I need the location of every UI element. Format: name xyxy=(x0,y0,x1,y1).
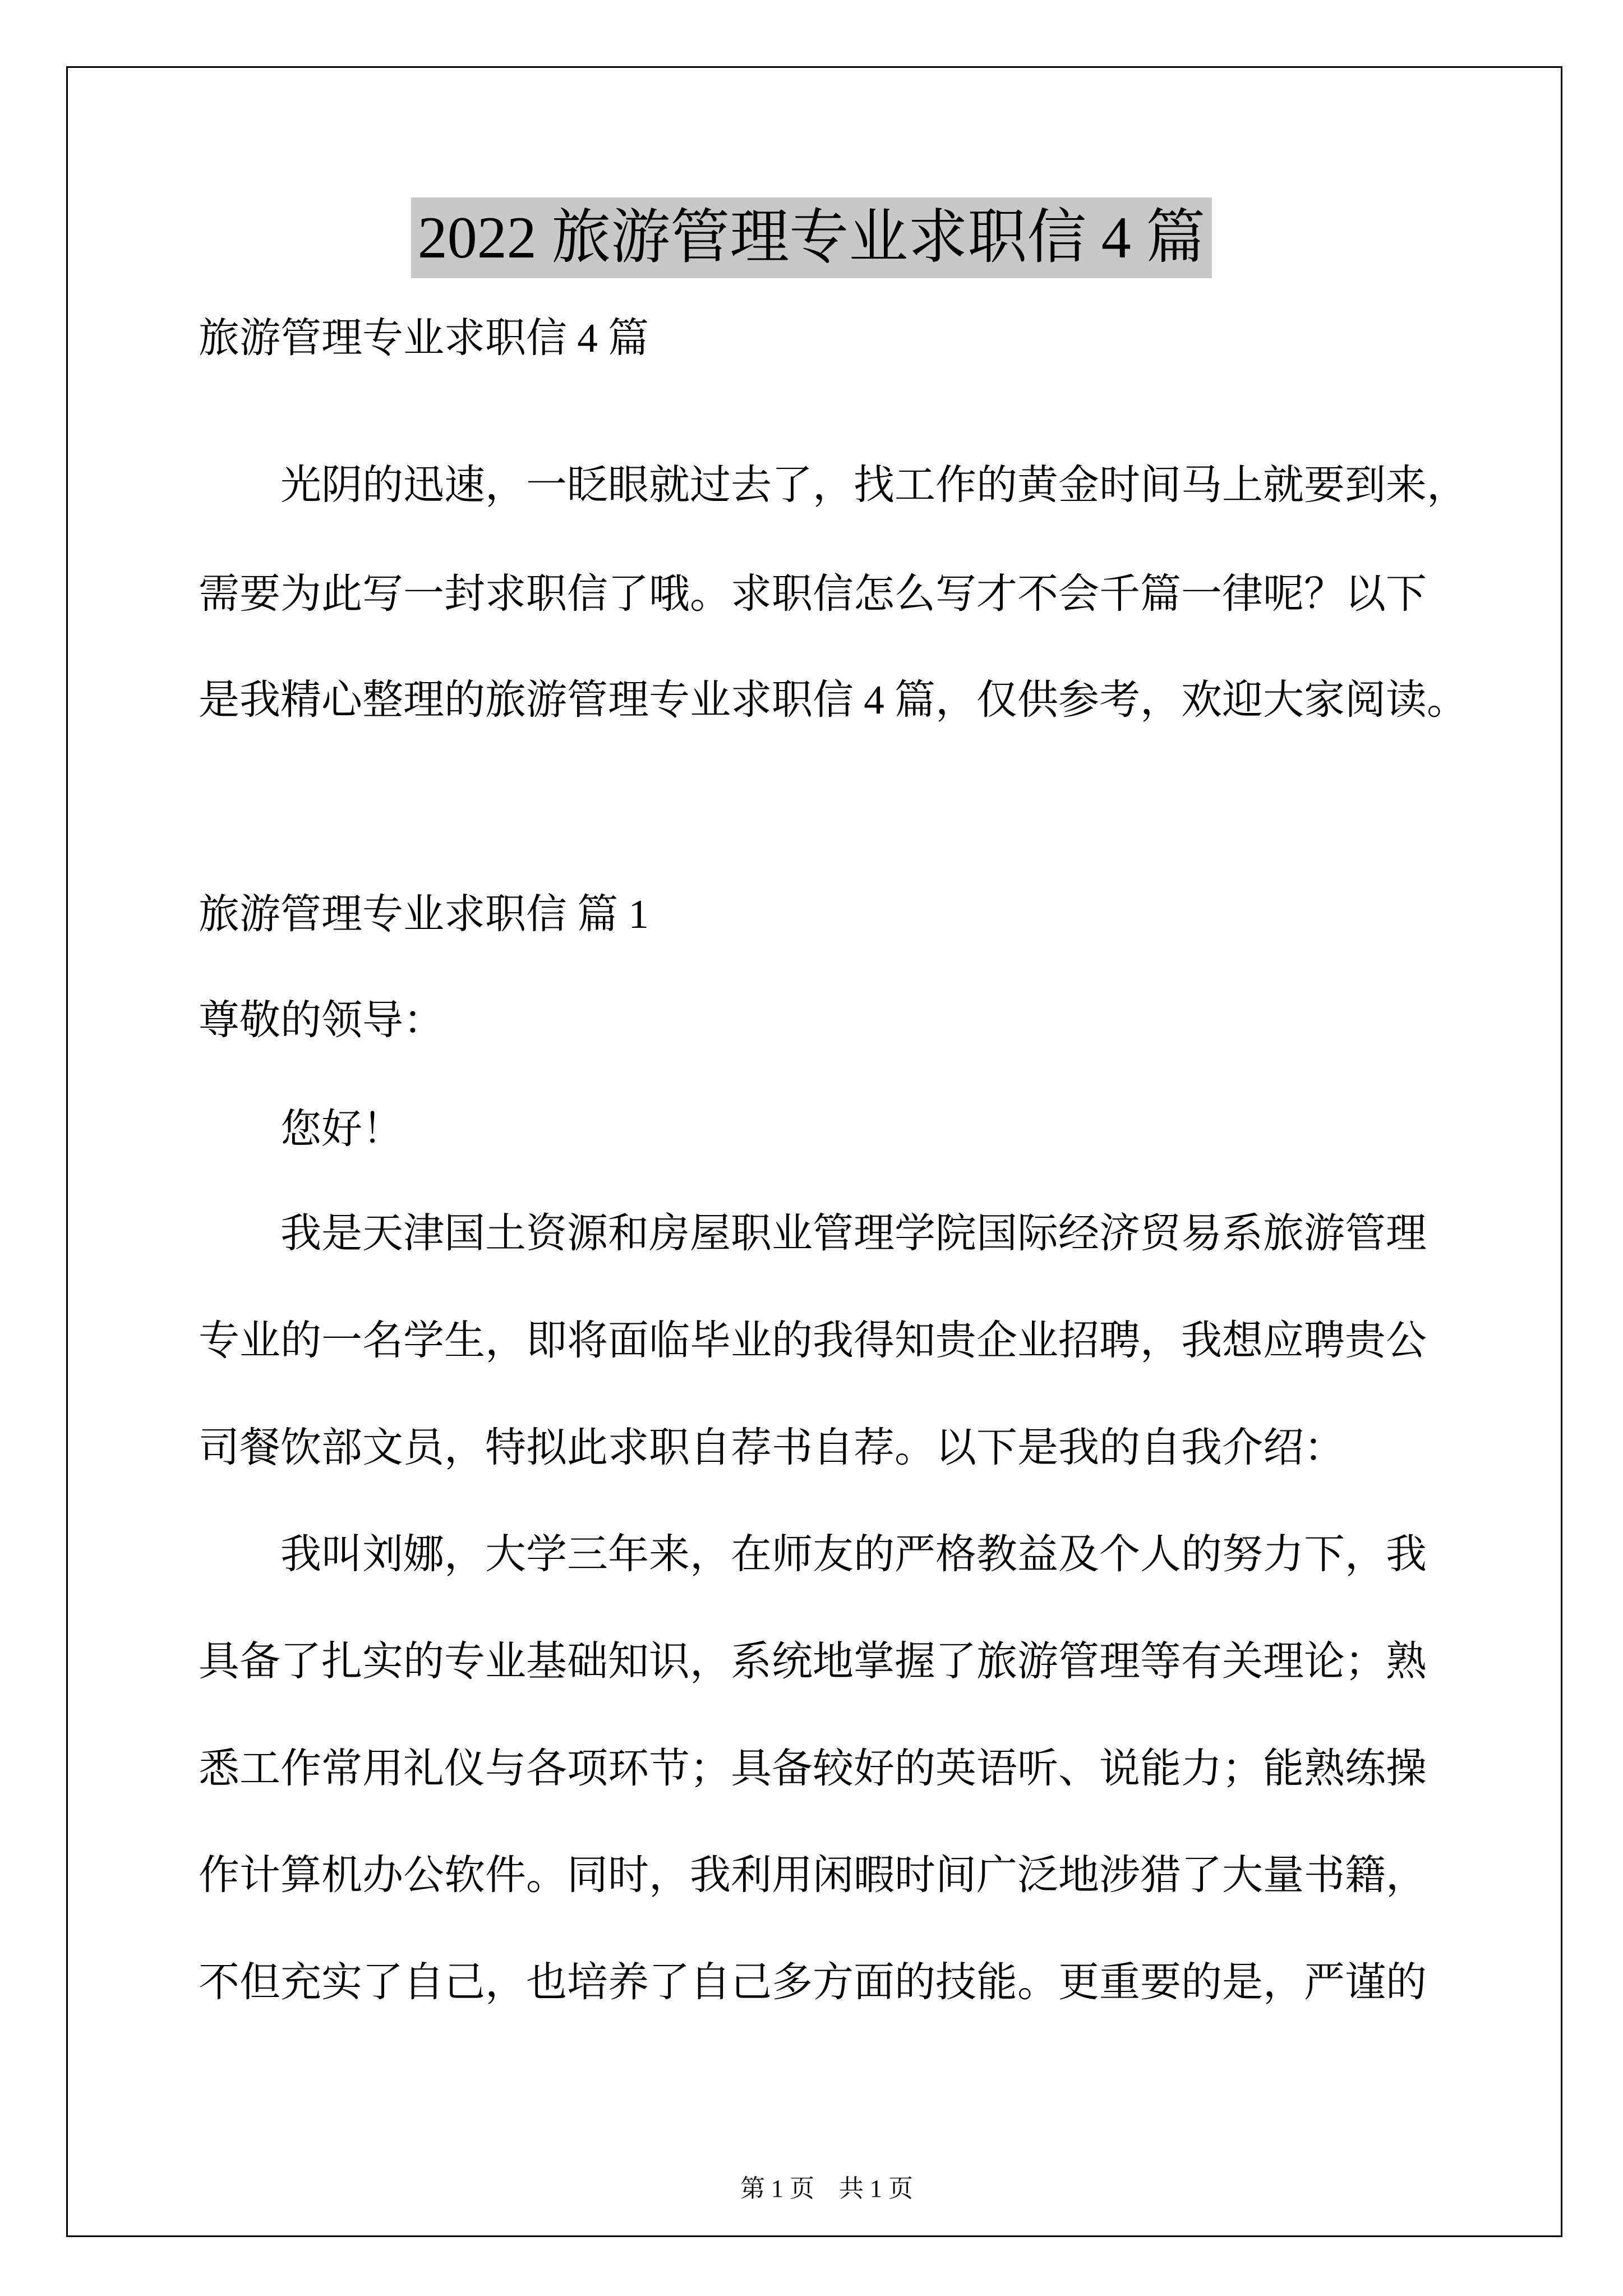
paragraph-line: 我叫刘娜，大学三年来，在师友的严格教益及个人的努力下，我 xyxy=(280,1531,1427,1577)
paragraph-line: 我是天津国土资源和房屋职业管理学院国际经济贸易系旅游管理 xyxy=(280,1211,1427,1256)
doc-title-highlight: 2022 旅游管理专业求职信 4 篇 xyxy=(411,197,1212,278)
greeting: 您好！ xyxy=(280,1106,403,1152)
paragraph-line: 光阴的迅速，一眨眼就过去了，找工作的黄金时间马上就要到来， xyxy=(280,462,1468,508)
doc-title xyxy=(0,197,1623,278)
section-heading: 旅游管理专业求职信 篇 1 xyxy=(199,891,649,937)
paragraph-line: 不但充实了自己，也培养了自己多方面的技能。更重要的是，严谨的 xyxy=(199,1959,1427,2005)
paragraph-line: 专业的一名学生，即将面临毕业的我得知贵企业招聘，我想应聘贵公 xyxy=(199,1318,1427,1363)
paragraph-line: 悉工作常用礼仪与各项环节；具备较好的英语听、说能力；能熟练操 xyxy=(199,1746,1427,1791)
paragraph-line: 司餐饮部文员，特拟此求职自荐书自荐。以下是我的自我介绍： xyxy=(199,1425,1345,1470)
page-footer xyxy=(66,2138,1562,2202)
paragraph-line: 具备了扎实的专业基础知识，系统地掌握了旅游管理等有关理论；熟 xyxy=(199,1639,1427,1684)
paragraph-line: 作计算机办公软件。同时，我利用闲暇时间广泛地涉猎了大量书籍， xyxy=(199,1852,1427,1898)
salutation: 尊敬的领导： xyxy=(199,997,444,1043)
page-number-current: 第 1 页 xyxy=(740,2175,814,2202)
page-number-total: 共 1 页 xyxy=(839,2175,913,2202)
doc-subtitle: 旅游管理专业求职信 4 篇 xyxy=(199,315,649,361)
paragraph-line: 是我精心整理的旅游管理专业求职信 4 篇，仅供参考，欢迎大家阅读。 xyxy=(199,677,1468,723)
paragraph-line: 需要为此写一封求职信了哦。求职信怎么写才不会千篇一律呢？以下 xyxy=(199,571,1427,616)
